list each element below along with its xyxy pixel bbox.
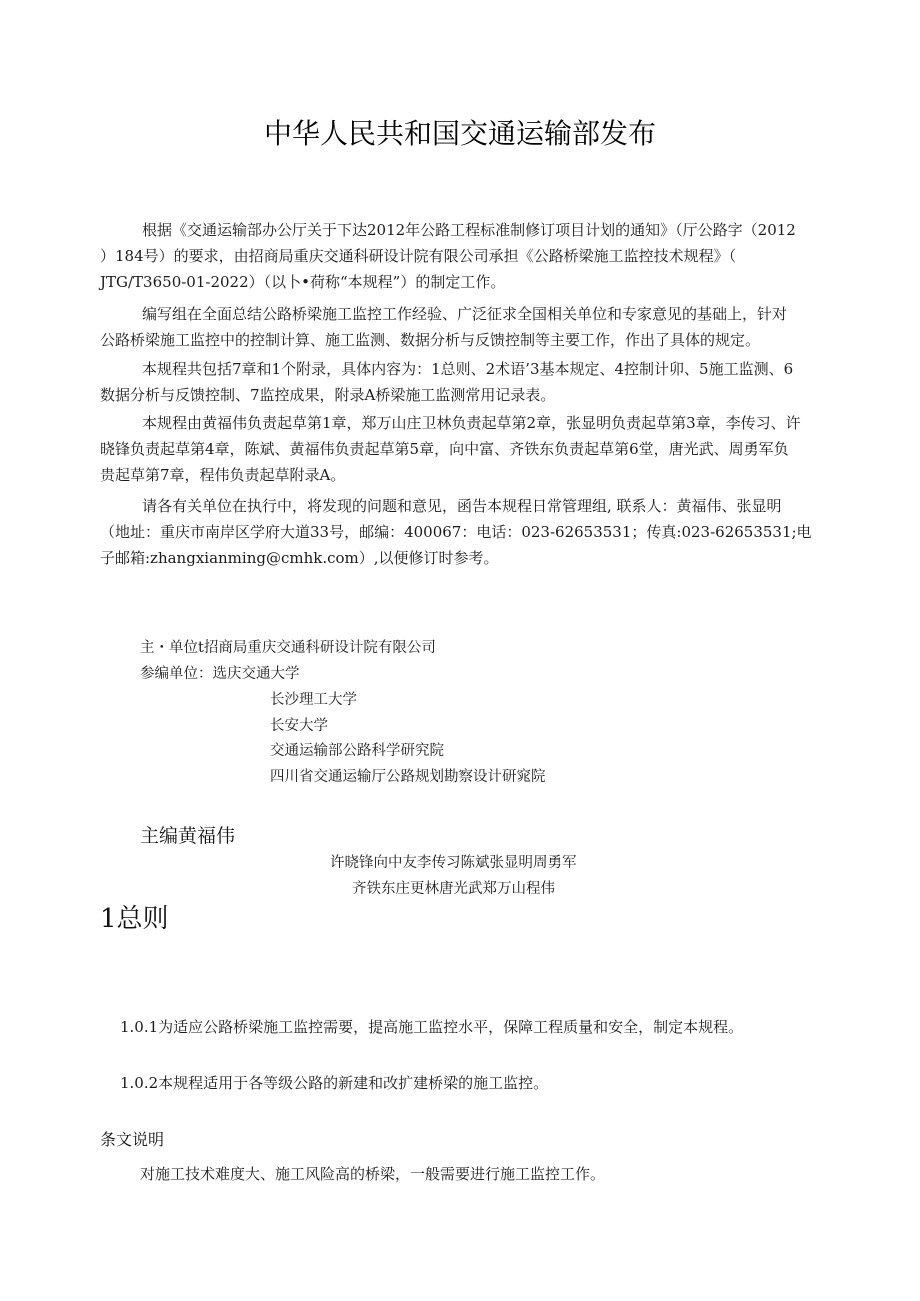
text-line: （地址：重庆市南岸区学府大道33号，邮编：400067：电话：023-62653531；传真:023-62653531;电 (100, 523, 812, 541)
chief-editor: 主编黄福伟 (140, 825, 236, 847)
text-line: 子邮箱:zhangxianming@cmhk.com）,以便修订时参考。 (100, 549, 499, 567)
participating-unit: 长安大学 (270, 718, 328, 734)
text-line: 公路桥梁施工监控中的控制计算、施工监测、数据分析与反馈控制等主要工作，作出了具体的规定。 (100, 331, 761, 349)
clause-1-0-2: 1.0.2本规程适用于各等级公路的新建和改扩建桥梁的施工监控。 (120, 1074, 549, 1092)
text-line: 请各有关单位在执行中，将发现的问题和意见，函告本规程日常管理组, 联系人：黄福伟、张显明 (142, 497, 782, 515)
editors-line-2: 齐铁东庄更林唐光武郑万山程伟 (352, 881, 555, 897)
page-title: 中华人民共和国交通运输部发布 (263, 117, 656, 150)
clause-1-0-1: 1.0.1为适应公路桥梁施工监控需要，提高施工监控水平，保障工程质量和安全，制定本规程。 (120, 1018, 744, 1036)
participating-unit: 交通运输部公路科学研究院 (270, 743, 444, 759)
participating-unit: 长沙理工大学 (270, 692, 357, 708)
text-line: 晓锋负责起草第4章，陈斌、黄福伟负责起草第5章，向中富、齐铁东负责起草第6堂，唐光武、周勇军负 (100, 440, 789, 458)
chapter-heading: 1总则 (100, 904, 169, 934)
text-line: 数据分析与反馈控制、7监控成果，附录A桥梁施工监测常用记录表。 (100, 386, 556, 404)
text-line: JTG/T3650-01-2022）（以卜•荷称“本规程”）的制定工作。 (100, 273, 506, 291)
chief-unit: 主・单位t招商局重庆交通科研设计院有限公司 (140, 640, 436, 656)
text-line: 编写组在全面总结公路桥梁施工监控工作经验、广泛征求全国相关单位和专家意见的基础上，针对 (142, 305, 788, 323)
commentary-heading: 条文说明 (100, 1130, 165, 1149)
text-line: 本规程由黄福伟负责起草第1章，郑万山庄卫林负责起草第2章，张显明负责起草第3章，李传习、许 (142, 414, 801, 432)
participating-units-label: 参编单位：选庆交通大学 (140, 666, 300, 682)
editors-line-1: 许晓锋向中友李传习陈斌张显明周勇军 (330, 855, 577, 871)
participating-unit: 四川省交通运输厅公路规划勘察设计研窕院 (270, 769, 546, 785)
text-line: 本规程共包括7章和1个附录，具体内容为：1总则、2术语’3基本规定、4控制计卯、5施工监测、6 (142, 360, 794, 378)
text-line: 贵起草第7章，程伟负责起草附录A。 (100, 466, 346, 484)
commentary-text: 对施工技术难度大、施工风险高的桥梁，一般需要进行施工监控工作。 (140, 1165, 606, 1183)
text-line: 根据《交通运输部办公厅关于下达2012年公路工程标准制修订项目计划的通知》（厅公路字（2012 (142, 221, 796, 239)
text-line: ）184号）的要求，由招商局重庆交通科研设计院有限公司承担《公路桥梁施工监控技术规程》（ (100, 247, 737, 265)
